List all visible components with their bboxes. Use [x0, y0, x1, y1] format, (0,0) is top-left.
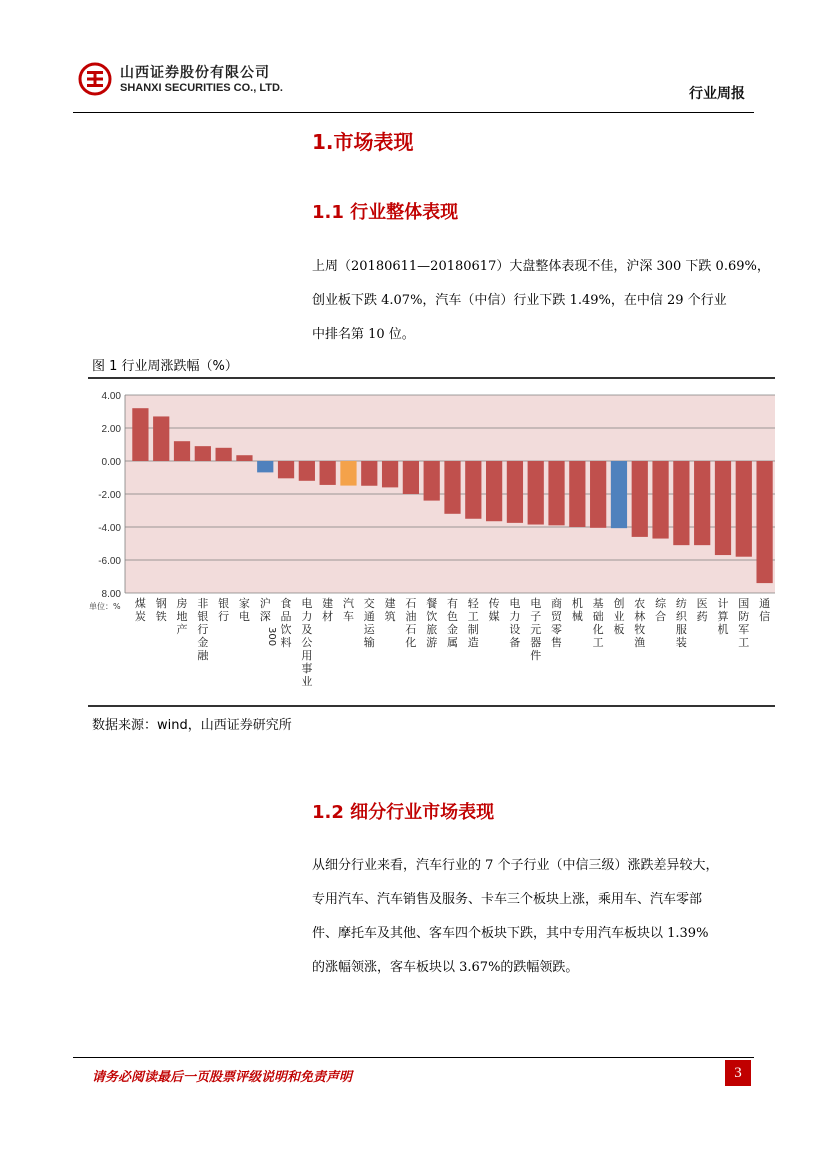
y-tick-label: 8.00 [101, 589, 121, 600]
footer-divider [73, 1057, 754, 1058]
x-tick-label: 非银行金融 [197, 597, 209, 662]
x-tick-label: 房地产 [176, 597, 188, 636]
x-tick-label: 钢铁 [155, 597, 167, 623]
figure-top-rule [88, 377, 775, 379]
company-name-cn: 山西证券股份有限公司 [120, 65, 270, 81]
figure-source: 数据来源：wind，山西证券研究所 [92, 718, 292, 733]
bar [694, 461, 710, 545]
company-name-en: SHANXI SECURITIES CO., LTD. [120, 82, 283, 94]
paragraph-line: 专用汽车、汽车销售及服务、卡车三个板块上涨，乘用车、汽车零部 [312, 892, 703, 907]
bar [278, 461, 294, 478]
section-heading-market: 1.市场表现 [312, 130, 414, 154]
bar [590, 461, 606, 528]
bar [632, 461, 648, 537]
bar [652, 461, 668, 539]
bar [507, 461, 523, 523]
paragraph-line: 创业板下跌 4.07%，汽车（中信）行业下跌 1.49%，在中信 29 个行业 [312, 293, 727, 308]
bar [236, 455, 252, 461]
bar [216, 448, 232, 461]
bar [611, 461, 627, 528]
bar [486, 461, 502, 521]
x-tick-label: 创业板 [613, 597, 625, 636]
paragraph-industry-overview [312, 250, 770, 352]
bar [299, 461, 315, 481]
x-tick-label: 食品饮料 [280, 597, 292, 649]
bar [174, 441, 190, 461]
bar [444, 461, 460, 514]
x-tick-label: 电力设备 [509, 597, 521, 649]
x-tick-label: 300 [266, 627, 278, 647]
y-tick-label: -6.00 [98, 556, 121, 567]
x-tick-label: 电力及公用事业 [301, 597, 313, 688]
bar [548, 461, 564, 525]
bar [673, 461, 689, 545]
subsection-heading-subindustry: 1.2 细分行业市场表现 [312, 802, 495, 823]
x-tick-label: 国防军工 [738, 597, 750, 649]
paragraph-line: 上周（20180611—20180617）大盘整体表现不佳，沪深 300 下跌 0.69%， [312, 259, 770, 274]
x-tick-label: 汽车 [342, 597, 354, 623]
x-tick-label: 医药 [696, 597, 708, 623]
bar [153, 416, 169, 461]
unit-label: 单位：% [89, 602, 121, 611]
paragraph-subindustry [312, 849, 758, 985]
bar [715, 461, 731, 555]
x-tick-label: 深 [259, 610, 271, 623]
subsection-heading-industry: 1.1 行业整体表现 [312, 202, 459, 223]
bar [756, 461, 772, 583]
bar [195, 446, 211, 461]
header-divider [73, 112, 754, 113]
figure-bottom-rule [88, 705, 775, 707]
industry-weekly-change-chart [88, 380, 775, 702]
x-tick-label: 餐饮旅游 [426, 597, 438, 649]
y-tick-label: -4.00 [98, 523, 121, 534]
bar [528, 461, 544, 525]
y-tick-label: 2.00 [101, 424, 121, 435]
x-tick-label: 通信 [759, 597, 771, 623]
y-tick-label: -2.00 [98, 490, 121, 501]
bar [736, 461, 752, 557]
y-tick-label: 4.00 [101, 391, 121, 402]
x-tick-label: 煤炭 [134, 597, 146, 623]
x-tick-label: 综合 [655, 597, 667, 623]
report-type: 行业周报 [689, 86, 745, 102]
paragraph-line: 件、摩托车及其他、客车四个板块下跌，其中专用汽车板块以 1.39% [312, 926, 709, 941]
page-number: 3 [725, 1060, 751, 1086]
paragraph-line: 的涨幅领涨，客车板块以 3.67%的跌幅领跌。 [312, 960, 579, 975]
figure-title: 图 1 行业周涨跌幅（%） [92, 359, 238, 374]
x-tick-label: 计算机 [717, 597, 729, 636]
company-logo-icon [78, 62, 112, 96]
x-tick-label: 有色金属 [447, 597, 458, 649]
x-tick-label: 交通运输 [363, 597, 375, 649]
bar [257, 461, 273, 472]
x-tick-label: 家电 [238, 597, 250, 623]
bar [361, 461, 377, 486]
bar [340, 461, 356, 486]
y-tick-label: 0.00 [101, 457, 121, 468]
bar [132, 408, 148, 461]
paragraph-line: 从细分行业来看，汽车行业的 7 个子行业（中信三级）涨跌差异较大， [312, 858, 719, 873]
x-tick-label: 机械 [571, 597, 583, 623]
x-tick-label: 基础化工 [592, 597, 604, 649]
x-tick-label: 轻工制造 [467, 597, 479, 649]
paragraph-line: 中排名第 10 位。 [312, 327, 415, 342]
bar [320, 461, 336, 485]
bar [424, 461, 440, 501]
x-tick-label: 农林牧渔 [634, 597, 646, 649]
x-tick-label: 建材 [322, 597, 334, 623]
bar [403, 461, 419, 494]
bar [569, 461, 585, 527]
x-tick-label: 银行 [218, 597, 230, 623]
x-tick-label: 石油石化 [405, 597, 417, 649]
x-tick-label: 沪 [259, 597, 271, 610]
x-tick-label: 传媒 [488, 597, 500, 623]
x-tick-label: 商贸零售 [551, 597, 563, 649]
disclaimer-link[interactable]: 请务必阅读最后一页股票评级说明和免责声明 [92, 1070, 353, 1085]
bar [465, 461, 481, 519]
bar [382, 461, 398, 487]
x-tick-label: 电子元器件 [530, 597, 542, 662]
x-tick-label: 纺织服装 [675, 597, 687, 649]
x-tick-label: 建筑 [384, 597, 396, 623]
